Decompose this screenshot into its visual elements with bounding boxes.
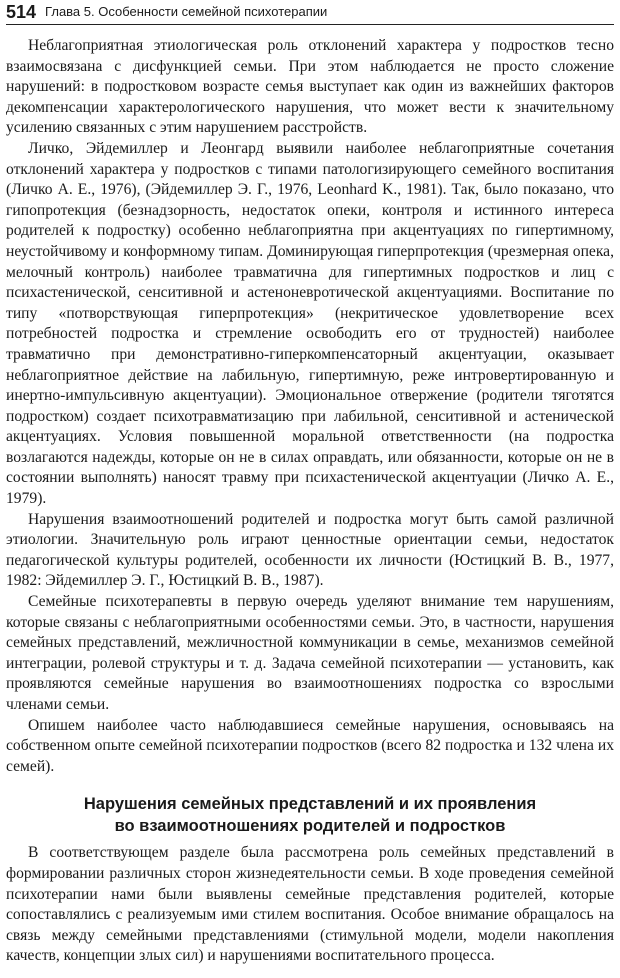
section-heading-line-1: Нарушения семейных представлений и их проявления [83, 795, 537, 814]
paragraph: Нарушения взаимоотношений родителей и подростка могут быть самой различной этиологии. Значительную роль играют ценностные ориентации семьи, недостаток педагогической культуры родителей, особенности их личности (Юстицкий В. В., 1977, 1982: Эйдемиллер Э. Г., Юстицкий В. В., 1987). [6, 510, 614, 590]
section-heading [6, 793, 614, 837]
chapter-title: Глава 5. Особенности семейной психотерапии [45, 4, 328, 19]
paragraph: Личко, Эйдемиллер и Леонгард выявили наиболее неблагоприятные сочетания отклонений характера у подростков с типами патологизирующего семейного воспитания (Личко А. Е., 1976), (Эйдемиллер Э. Г., 1976, Leonhard K., 1981). Так, было показано, что гипопротекция (безнадзорность, недостаток опеки, контроля и истинного интереса родителей к подростку) особенно неблагоприятна при акцентуациях по гипертимному, неустойчивому и конформному типам. Доминирующая гиперпротекция (чрезмерная опека, мелочный контроль) наиболее травматична для гипертимных подростков и лиц с психастенической, сенситивной и астеноневротической акцентуациями. Воспитание по типу «потворствующая гиперпротекция» (некритическое удовлетворение всех потребностей подростка и стремление освободить его от трудностей) наиболее травматично при демонстративно-гиперкомпенсаторный акцентуации, оказывает неблагоприятное действие на лабильную, гипертимную, реже интровертированную и инертно-импульсивную акцентуации). Эмоциональное отвержение (родители тяготятся подростком) создает психотравматизацию при лабильной, сенситивной и астенической акцентуациях. Условия повышенной моральной ответственности (на подростка возлагаются надежды, которые он не в силах оправдать, или обязанности, которые он не в состоянии выполнять) наносят травму при психастенической акцентуации (Личко А. Е., 1979). [6, 139, 614, 508]
running-header [6, 0, 614, 25]
section-heading-line-2: во взаимоотношениях родителей и подростков [114, 817, 506, 836]
section-paragraph: В соответствующем разделе была рассмотрена роль семейных представлений в формировании различных сторон жизнедеятельности семьи. В ходе проведения семейной психотерапии нами были выявлены семейные представления родителей, которые сопоставлялись с реализуемым ими стилем воспитания. Особое внимание обращалось на связь между семейными представлениями (стимульной модели, модели накопления качеств, концепции злых сил) и нарушениями воспитательного процесса. [6, 844, 614, 965]
page-number: 514 [6, 2, 37, 22]
main-text [6, 36, 614, 967]
paragraph: Неблагоприятная этиологическая роль отклонений характера у подростков тесно взаимосвязана с дисфункцией семьи. При этом наблюдается не просто сложение нарушений: в подростковом возрасте семья выступает как один из важнейших факторов декомпенсации характерологического нарушения, что может вести к значительному усилению связанных с этим нарушением расстройств. [6, 37, 614, 137]
paragraph: Семейные психотерапевты в первую очередь уделяют внимание тем нарушениям, которые связаны с неблагоприятными особенностями семьи. Это, в частности, нарушения семейных представлений, межличностной коммуникации в семье, механизмов семейной интеграции, ролевой структуры и т. д. Задача семейной психотерапии — установить, как проявляются семейные нарушения во взаимоотношениях подростка со взрослыми членами семьи. [6, 593, 614, 713]
paragraph: Опишем наиболее часто наблюдавшиеся семейные нарушения, основываясь на собственном опыте семейной психотерапии подростков (всего 82 подростка и 132 члена их семей). [6, 716, 614, 775]
